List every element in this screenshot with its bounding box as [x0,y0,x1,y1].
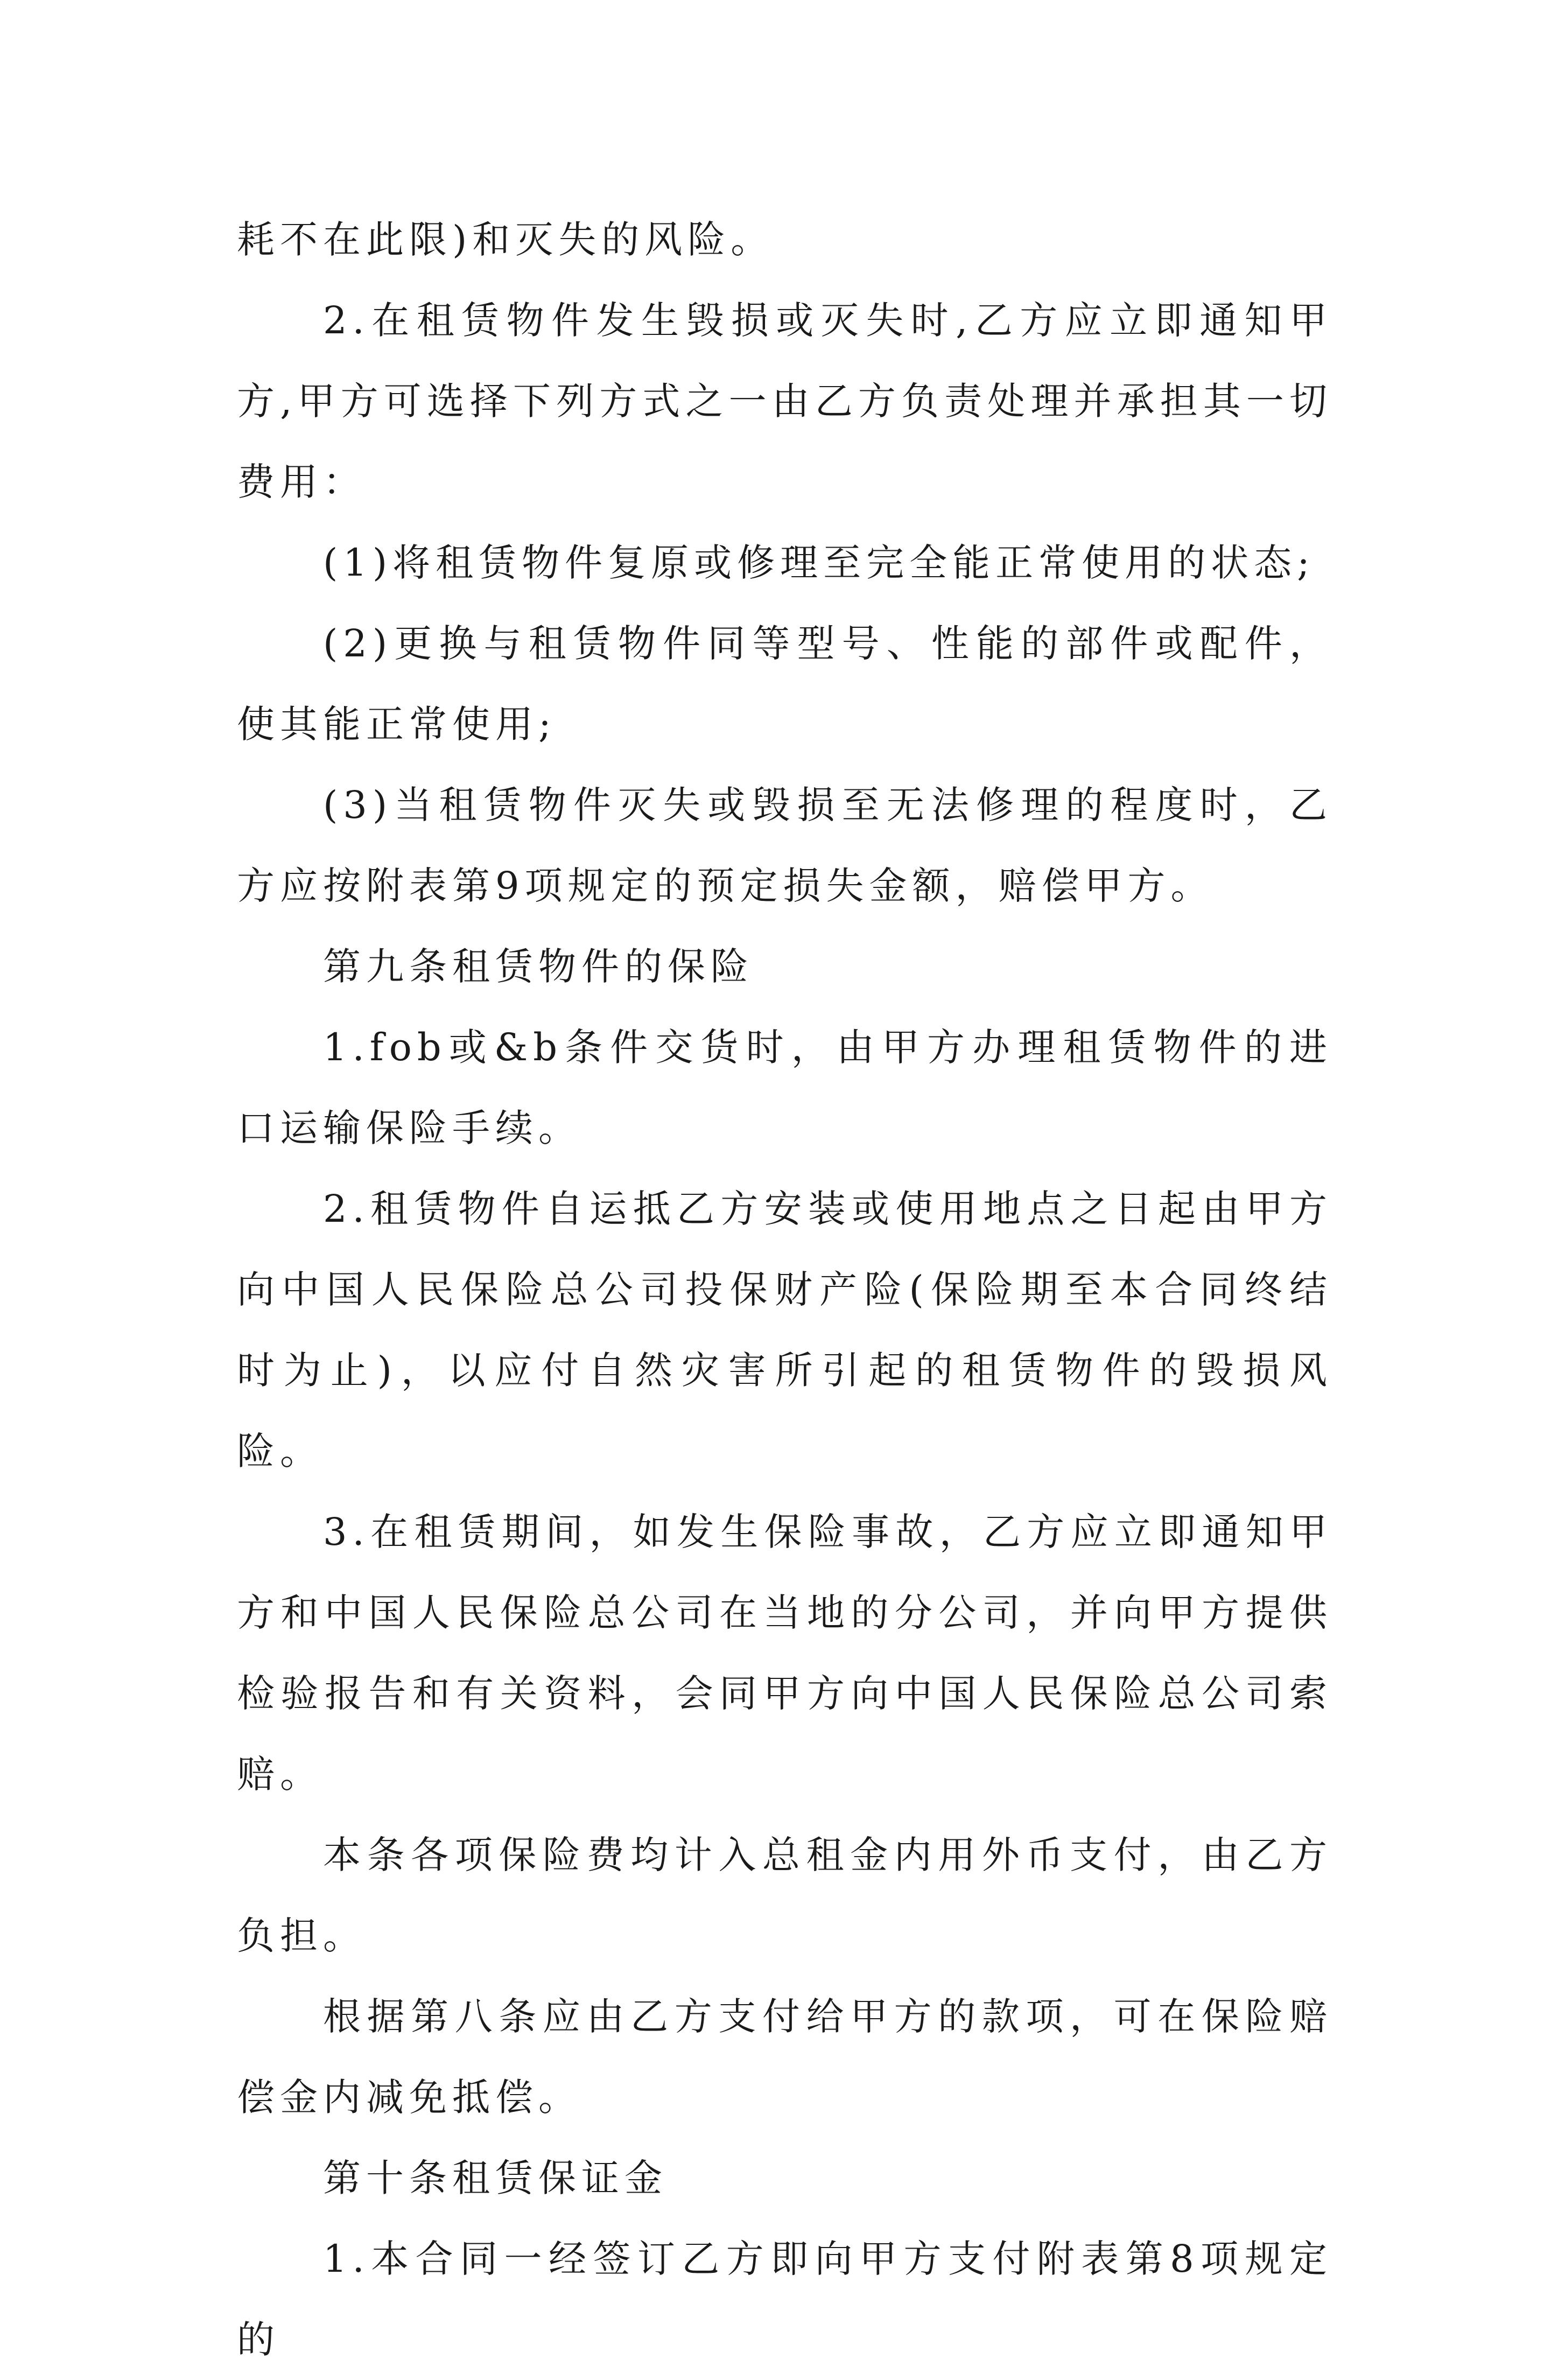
paragraph-clause-10-1: 1.本合同一经签订乙方即向甲方支付附表第8项规定的 [237,2237,1332,2362]
paragraph-continuation: 耗不在此限)和灭失的风险。 [237,218,774,262]
document-body [237,199,1332,2380]
paragraph-clause-9-3: 3.在租赁期间，如发生保险事故，乙方应立即通知甲方和中国人民保险总公司在当地的分公司，并向甲方提供检验报告和有关资料，会同甲方向中国人民保险总公司索赔。 [237,1510,1332,1796]
section-heading-article-9: 第九条租赁物件的保险 [323,944,754,989]
paragraph-clause-8-2: 2.在租赁物件发生毁损或灭失时,乙方应立即通知甲方,甲方可选择下列方式之一由乙方负责处理并承担其一切费用： [237,298,1332,504]
paragraph-option-2: (2)更换与租赁物件同等型号、性能的部件或配件，使其能正常使用; [237,621,1332,746]
paragraph-option-1: (1)将租赁物件复原或修理至完全能正常使用的状态; [323,541,1315,585]
paragraph-insurance-fee: 本条各项保险费均计入总租金内用外币支付，由乙方负担。 [237,1833,1332,1958]
paragraph-option-3: (3)当租赁物件灭失或毁损至无法修理的程度时，乙方应按附表第9项规定的预定损失金额，赔偿甲方。 [237,783,1332,908]
paragraph-clause-9-2: 2.租赁物件自运抵乙方安装或使用地点之日起由甲方向中国人民保险总公司投保财产险(保险期至本合同终结时为止)，以应付自然灾害所引起的租赁物件的毁损风险。 [237,1187,1332,1473]
paragraph-clause-9-1: 1.fob或&b条件交货时，由甲方办理租赁物件的进口运输保险手续。 [237,1025,1332,1150]
section-heading-article-10: 第十条租赁保证金 [323,2156,668,2200]
paragraph-offset: 根据第八条应由乙方支付给甲方的款项，可在保险赔偿金内减免抵偿。 [237,1994,1332,2119]
